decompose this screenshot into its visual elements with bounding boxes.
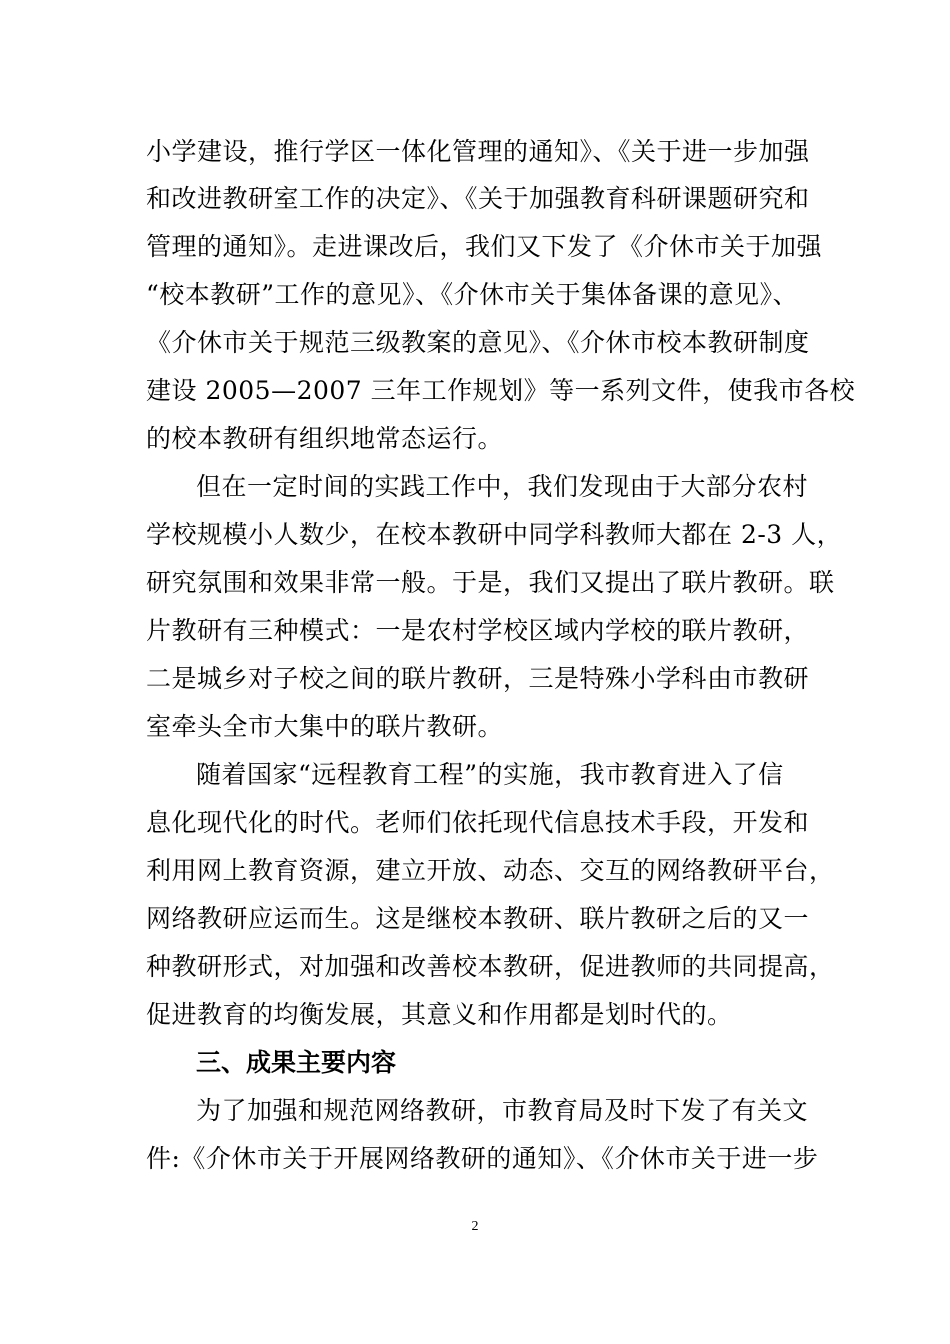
body-text-line: 和改进教研室工作的决定》、《关于加强教育科研课题研究和 (146, 184, 810, 213)
body-text-line: 研究氛围和效果非常一般。于是，我们又提出了联片教研。联 (146, 568, 835, 597)
body-text-line: 小学建设，推行学区一体化管理的通知》、《关于进一步加强 (146, 137, 810, 166)
paragraph-first-line: 随着国家“远程教育工程”的实施，我市教育进入了信 (196, 760, 784, 789)
body-text-line: 网络教研应运而生。这是继校本教研、联片教研之后的又一 (146, 904, 810, 933)
body-text-line: 二是城乡对子校之间的联片教研，三是特殊小学科由市教研 (146, 664, 810, 693)
body-text-line: 息化现代化的时代。老师们依托现代信息技术手段，开发和 (146, 808, 810, 837)
section-heading: 三、成果主要内容 (196, 1048, 397, 1077)
body-text-line: 的校本教研有组织地常态运行。 (146, 424, 504, 453)
body-text-line: 片教研有三种模式：一是农村学校区域内学校的联片教研， (146, 616, 810, 645)
body-text-line: 件:《介休市关于开展网络教研的通知》、《介休市关于进一步 (146, 1144, 819, 1173)
body-text-line: 学校规模小人数少，在校本教研中同学科教师大都在 2-3 人， (146, 520, 843, 549)
body-text-line: 室牵头全市大集中的联片教研。 (146, 712, 504, 741)
body-text-line: 促进教育的均衡发展，其意义和作用都是划时代的。 (146, 1000, 733, 1029)
paragraph-first-line: 但在一定时间的实践工作中，我们发现由于大部分农村 (196, 472, 809, 501)
body-text-line: 管理的通知》。走进课改后，我们又下发了《介休市关于加强 (146, 232, 823, 261)
page-number: 2 (471, 1219, 479, 1234)
body-text-line: 利用网上教育资源，建立开放、动态、交互的网络教研平台， (146, 856, 835, 885)
body-text-line: 《介休市关于规范三级教案的意见》、《介休市校本教研制度 (146, 328, 810, 357)
body-text-line: 种教研形式，对加强和改善校本教研，促进教师的共同提高， (146, 952, 835, 981)
body-text-line: 建设 2005—2007 三年工作规划》等一系列文件，使我市各校 (146, 376, 856, 405)
paragraph-first-line: 为了加强和规范网络教研，市教育局及时下发了有关文 (196, 1096, 809, 1125)
body-text-line: “校本教研”工作的意见》、《介休市关于集体备课的意见》、 (146, 280, 799, 309)
